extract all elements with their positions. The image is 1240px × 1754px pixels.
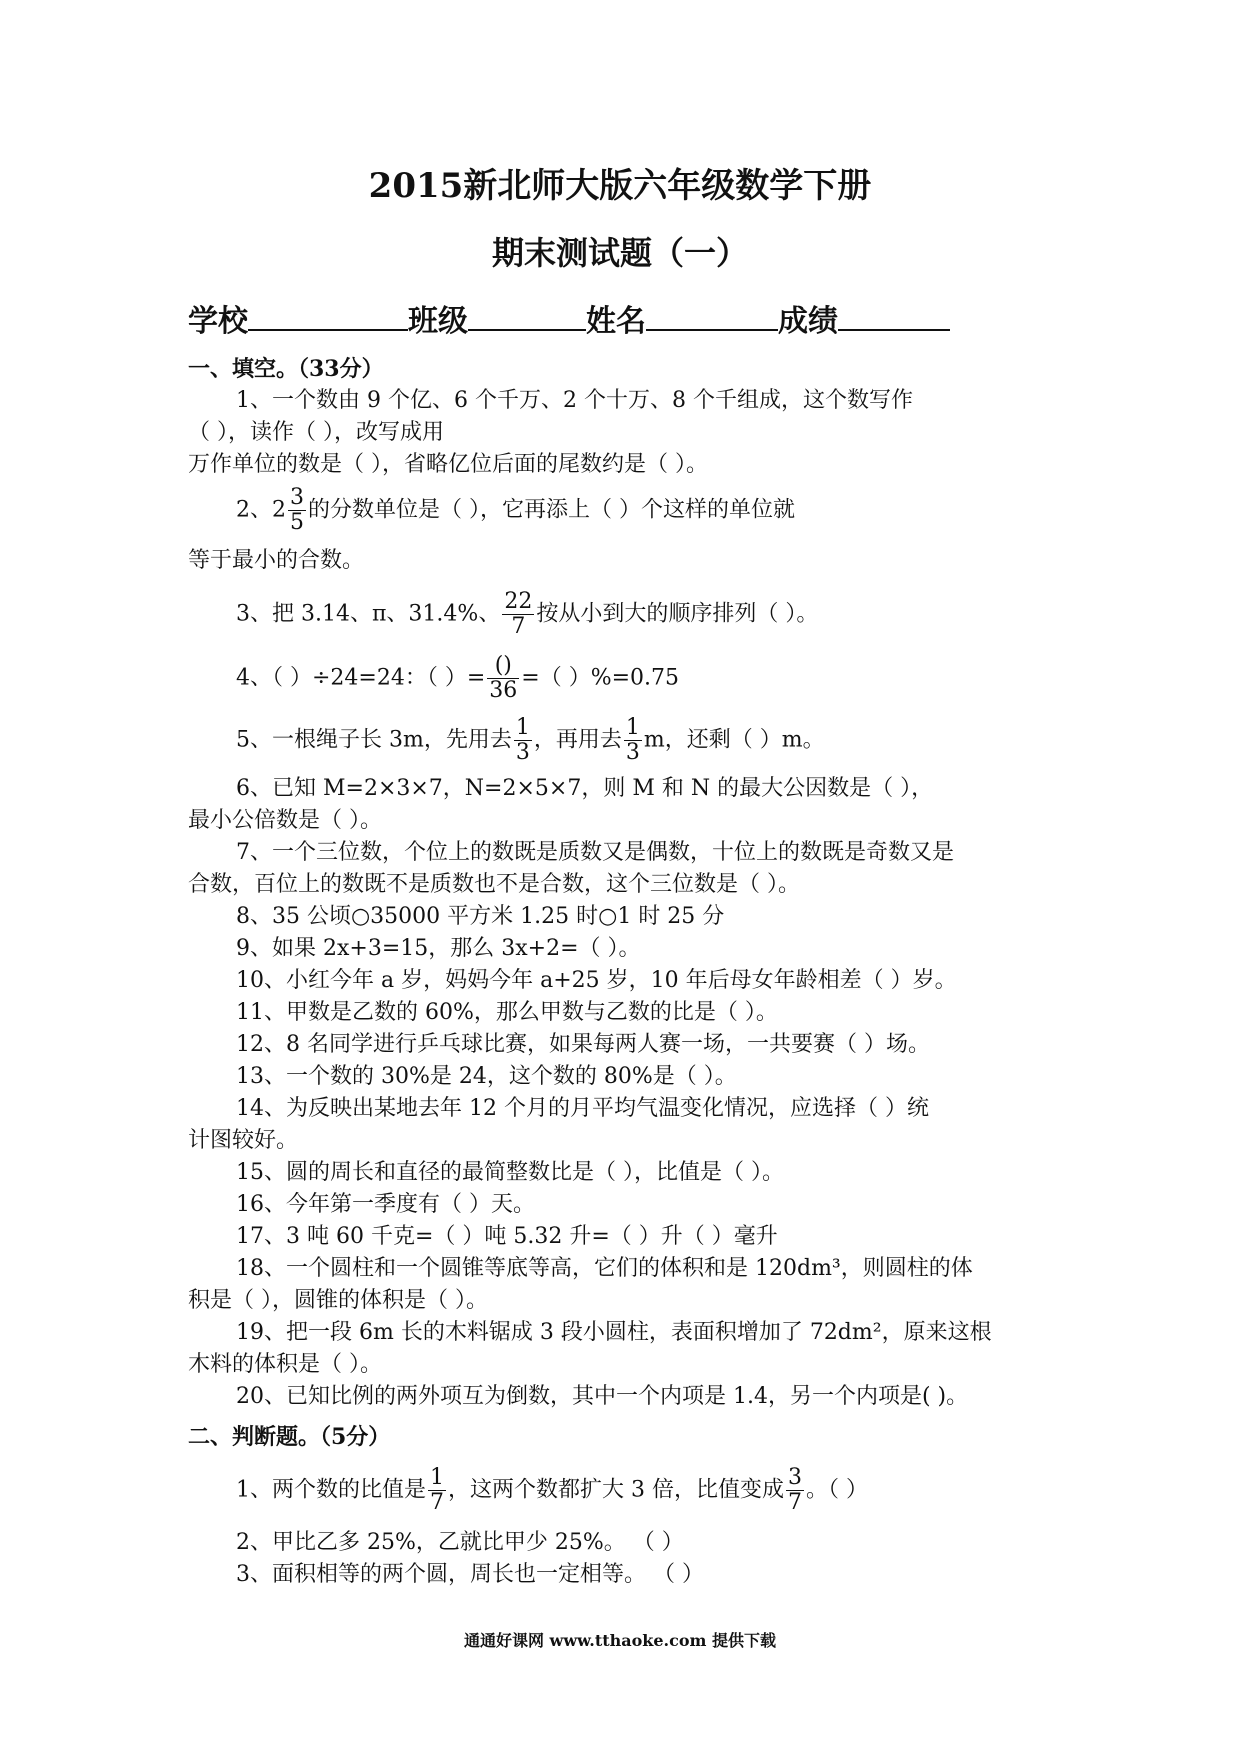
j1-prefix: 1、两个数的比值是 xyxy=(236,1477,426,1503)
question-15: 15、圆的周长和直径的最简整数比是（ ），比值是（ ）。 xyxy=(236,1160,784,1185)
question-18-line-1: 18、一个圆柱和一个圆锥等底等高，它们的体积和是 120dm³，则圆柱的体 xyxy=(236,1256,973,1281)
section-fill-blank-title: 一、填空。（33分） xyxy=(188,356,384,382)
fraction xyxy=(487,654,519,703)
section-true-false-title: 二、判断题。（5分） xyxy=(188,1424,391,1450)
exam-subtitle: 期末测试题（一） xyxy=(491,234,748,272)
student-info-row xyxy=(188,296,950,340)
q5-prefix: 5、一根绳子长 3m，先用去 xyxy=(236,727,512,753)
class-blank xyxy=(468,303,586,331)
fraction xyxy=(502,590,534,639)
mixed-fraction xyxy=(288,486,306,535)
fraction-denominator: 7 xyxy=(511,614,526,639)
question-3 xyxy=(236,590,818,639)
question-19-line-1: 19、把一段 6m 长的木料锯成 3 段小圆柱，表面积增加了 72dm²，原来这根 xyxy=(236,1320,992,1345)
question-10: 10、小红今年 a 岁，妈妈今年 a+25 岁，10 年后母女年龄相差（ ）岁。 xyxy=(236,968,957,993)
fraction xyxy=(428,1466,446,1515)
fraction-denominator: 36 xyxy=(489,678,518,703)
question-17: 17、3 吨 60 千克=（ ）吨 5.32 升=（ ）升（ ）毫升 xyxy=(236,1224,778,1249)
question-16: 16、今年第一季度有（ ）天。 xyxy=(236,1192,535,1217)
score-blank xyxy=(838,303,950,331)
question-19-line-2: 木料的体积是（ ）。 xyxy=(188,1352,382,1377)
q5-middle: ，再用去 xyxy=(533,727,622,753)
j1-text: 。（ ） xyxy=(806,1477,868,1503)
school-label: 学校 xyxy=(188,304,248,339)
fraction-denominator: 3 xyxy=(515,740,530,765)
fraction-numerator: () xyxy=(487,654,519,679)
q2-prefix: 2、2 xyxy=(236,497,286,523)
fraction-numerator: 1 xyxy=(515,715,530,740)
name-blank xyxy=(646,303,778,331)
question-12: 12、8 名同学进行乒乓球比赛，如果每两人赛一场，一共要赛（ ）场。 xyxy=(236,1032,930,1057)
q4-text: =（ ）%=0.75 xyxy=(521,665,680,691)
question-1-line-1: 1、一个数由 9 个亿、6 个千万、2 个十万、8 个千组成，这个数写作 xyxy=(236,388,913,413)
fraction-denominator: 3 xyxy=(625,740,640,765)
question-6-line-2: 最小公倍数是（ ）。 xyxy=(188,808,382,833)
q5-text: m，还剩（ ）m。 xyxy=(643,727,825,753)
question-14-line-2: 计图较好。 xyxy=(188,1128,299,1153)
fraction xyxy=(514,716,532,765)
fraction-numerator: 1 xyxy=(625,715,640,740)
q3-text: 按从小到大的顺序排列（ ）。 xyxy=(536,601,819,627)
question-18-line-2: 积是（ ），圆锥的体积是（ ）。 xyxy=(188,1288,488,1313)
fraction-numerator: 3 xyxy=(290,485,304,510)
question-20: 20、已知比例的两外项互为倒数，其中一个内项是 1.4，另一个内项是( )。 xyxy=(236,1384,969,1409)
j1-middle: ，这两个数都扩大 3 倍，比值变成 xyxy=(448,1477,784,1503)
question-14-line-1: 14、为反映出某地去年 12 个月的月平均气温变化情况，应选择（ ）统 xyxy=(236,1096,929,1121)
exam-title: 2015新北师大版六年级数学下册 xyxy=(368,166,872,206)
question-11: 11、甲数是乙数的 60%，那么甲数与乙数的比是（ ）。 xyxy=(236,1000,778,1025)
school-blank xyxy=(248,303,408,331)
q4-prefix: 4、（ ）÷24=24：（ ）= xyxy=(236,665,486,691)
question-9: 9、如果 2x+3=15，那么 3x+2=（ ）。 xyxy=(236,936,641,961)
question-5 xyxy=(236,716,825,765)
question-2-line-2: 等于最小的合数。 xyxy=(188,548,365,573)
question-2 xyxy=(236,486,795,535)
q3-prefix: 3、把 3.14、π、31.4%、 xyxy=(236,601,501,627)
question-4 xyxy=(236,654,679,703)
question-1-line-3: 万作单位的数是（ ），省略亿位后面的尾数约是（ ）。 xyxy=(188,452,708,477)
q2-text: 的分数单位是（ ），它再添上（ ）个这样的单位就 xyxy=(308,497,795,523)
score-label: 成绩 xyxy=(778,304,838,339)
fraction-numerator: 1 xyxy=(430,1465,444,1490)
name-label: 姓名 xyxy=(586,304,646,339)
fraction-denominator: 7 xyxy=(430,1490,444,1515)
judge-question-3: 3、面积相等的两个圆，周长也一定相等。 （ ） xyxy=(236,1562,704,1587)
fraction-numerator: 22 xyxy=(504,589,533,614)
question-6-line-1: 6、已知 M=2×3×7，N=2×5×7，则 M 和 N 的最大公因数是（ ）， xyxy=(236,776,934,801)
judge-question-1 xyxy=(236,1466,868,1515)
question-7-line-1: 7、一个三位数，个位上的数既是质数又是偶数，十位上的数既是奇数又是 xyxy=(236,840,954,865)
question-7-line-2: 合数，百位上的数既不是质数也不是合数，这个三位数是（ ）。 xyxy=(188,872,800,897)
fraction-numerator: 3 xyxy=(788,1465,802,1490)
question-8: 8、35 公顷○35000 平方米 1.25 时○1 时 25 分 xyxy=(236,904,725,929)
question-13: 13、一个数的 30%是 24，这个数的 80%是（ ）。 xyxy=(236,1064,737,1089)
fraction-denominator: 5 xyxy=(290,510,304,535)
fraction xyxy=(624,716,642,765)
judge-question-2: 2、甲比乙多 25%，乙就比甲少 25%。 （ ） xyxy=(236,1530,684,1555)
fraction xyxy=(786,1466,804,1515)
question-1-line-2: （ ），读作（ ），改写成用 xyxy=(188,420,444,445)
footer-credit: 通通好课网 www.tthaoke.com 提供下载 xyxy=(463,1631,777,1650)
class-label: 班级 xyxy=(408,304,468,339)
fraction-denominator: 7 xyxy=(788,1490,802,1515)
